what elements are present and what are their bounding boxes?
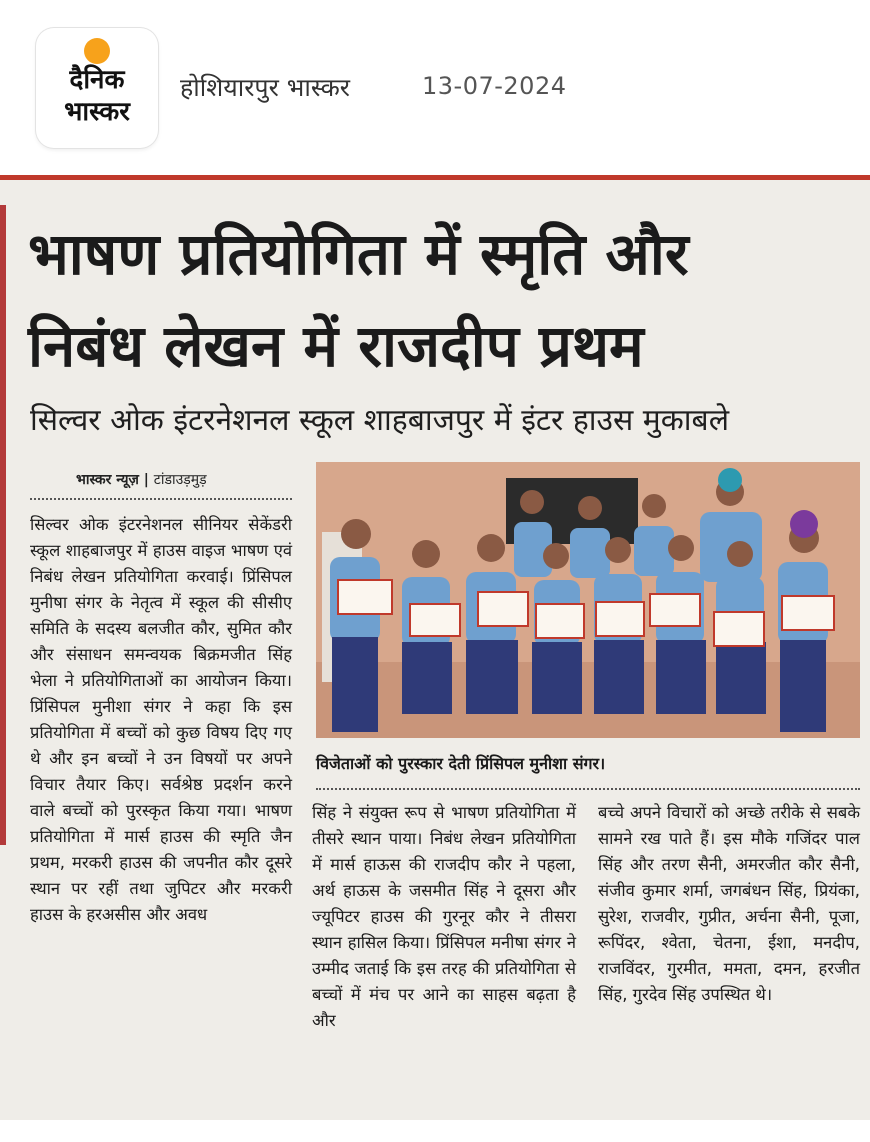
clipping-edge xyxy=(0,205,6,845)
page-bottom-edge xyxy=(0,1120,870,1142)
photo-caption: विजेताओं को पुरस्कार देती प्रिंसिपल मुनीशा संगर। xyxy=(316,754,606,773)
logo-text-line2: भास्कर xyxy=(64,97,130,127)
caption-divider xyxy=(316,788,860,790)
byline-place: टांडाउड़मुड़ xyxy=(153,472,207,488)
article-column-1: सिल्वर ओक इंटरनेशनल सीनियर सेकेंडरी स्कूल शाहबाजपुर में हाउस वाइज भाषण एवं निबंध लेखन प्रतियोगिता करवाई। प्रिंसिपल मुनीषा संगर के नेतृत्व में स्कूल की सीसीए समिति के सदस्य बलजीत कौर, सुमित कौर और संसाधन समन्वयक बिक्रमजीत सिंह भेला ने प्रतियोगिताओं का आयोजन किया। प्रिंसिपल मुनीशा संगर ने कहा कि इस प्रतियोगिता में बच्चों को कुछ विषय दिए गए थे और इन बच्चों ने उन विषयों पर अपने विचार तैयार किए। सर्वश्रेष्ठ प्रदर्शन करने वाले बच्चों को पुरस्कृत किया गया। भाषण प्रतियोगिता में मार्स हाउस की स्मृति जैन प्रथम, मरकरी हाउस की जपनीत कौर दूसरे स्थान पर रहीं तथा जुपिटर और मरकरी हाउस के हरअसीस और अवध xyxy=(30,515,292,924)
byline: भास्कर न्यूज़ | टांडाउड़मुड़ xyxy=(76,472,207,488)
students-photo-illustration xyxy=(316,462,860,738)
logo-text-line1: दैनिक xyxy=(69,65,125,95)
sun-icon xyxy=(84,38,110,64)
article-column-3: बच्चे अपने विचारों को अच्छे तरीके से सबके सामने रख पाते हैं। इस मौके गजिंदर पाल सिंह और तरण सैनी, अमरजीत कौर सैनी, संजीव कुमार शर्मा, जगबंधन सिंह, प्रियंका, सुरेश, राजवीर, गुप्रीत, अर्चना सैनी, पूजा, रूपिंदर, श्वेता, चेतना, ईशा, मनदीप, राजविंदर, गुरमीत, ममता, दमन, हरजीत सिंह, गुरदेव सिंह उपस्थित थे। xyxy=(598,803,860,1004)
edition-date: 13-07-2024 xyxy=(422,72,567,100)
headline-line2: निबंध लेखन में राजदीप प्रथम xyxy=(28,312,644,380)
article-column-2: सिंह ने संयुक्त रूप से भाषण प्रतियोगिता में तीसरे स्थान पाया। निबंध लेखन प्रतियोगिता में मार्स हाऊस की राजदीप कौर ने पहला, अर्थ हाऊस के जसमीत सिंह ने दूसरा और ज्यूपिटर हाउस की गुरनूर कौर ने तीसरा स्थान हासिल किया। प्रिंसिपल मनीषा संगर ने उम्मीद जताई कि इस तरह की प्रतियोगिता से बच्चों में मंच पर आने का साहस बढ़ता है और xyxy=(312,803,576,1030)
headline-line1: भाषण प्रतियोगिता में स्मृति और xyxy=(28,220,689,288)
winners-photo xyxy=(316,462,860,738)
app-header xyxy=(0,0,870,175)
edition-name: होशियारपुर भास्कर xyxy=(180,73,350,102)
byline-divider xyxy=(30,498,292,500)
byline-source: भास्कर न्यूज़ xyxy=(76,472,139,488)
subheadline: सिल्वर ओक इंटरनेशनल स्कूल शाहबाजपुर में इंटर हाउस मुकाबले xyxy=(30,403,730,438)
dainik-bhaskar-logo[interactable] xyxy=(36,28,158,148)
